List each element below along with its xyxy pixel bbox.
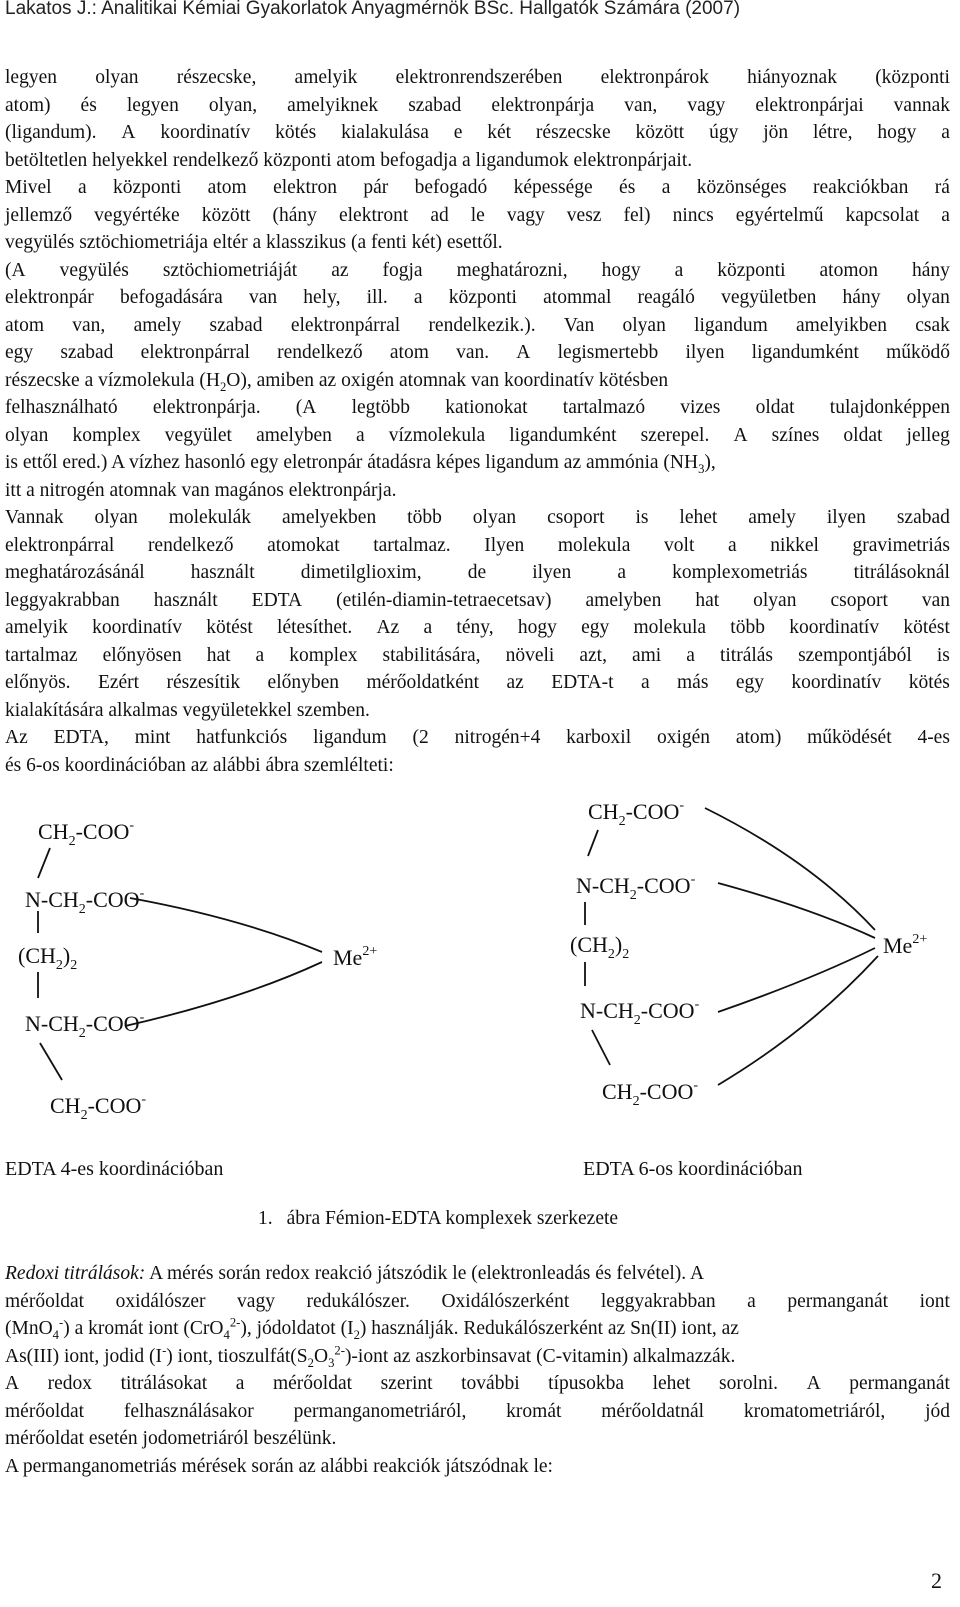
text-line: atom van, amely szabad elektronpárral rendelkezik.). Van olyan ligandum amelyikben csak bbox=[5, 314, 950, 336]
left-ethylene: $(CH_2)_2$ bbox=[18, 943, 78, 973]
bond-line bbox=[38, 848, 50, 878]
edta-4-structure bbox=[18, 818, 377, 1123]
redox-heading: Redoxi titrálások: bbox=[5, 1263, 146, 1284]
text-line: atom) és legyen olyan, amelyiknek szabad elektronpárja van, vagy elektronpárjai vannak bbox=[5, 94, 950, 116]
coordination-bond bbox=[705, 808, 875, 930]
edta-complex-diagram bbox=[0, 800, 960, 1220]
text-line: amelyik koordinatív kötést létesíthet. Az a tény, hogy egy molekula több koordinatív kötést bbox=[5, 617, 950, 638]
right-ethylene: $(CH_2)_2$ bbox=[570, 932, 630, 962]
redox-line-3: (MnO$_4$-) a kromát iont (CrO$_4^{2-}$), jódoldatot $(I_2)$ használják. Redukálószerként az Sn(II) iont, az bbox=[5, 1315, 739, 1342]
text-line: legyen olyan részecske, amelyik elektronrendszerében elektronpárok hiányoznak (központi bbox=[5, 67, 950, 88]
text-line: és 6-os koordinációban az alábbi ábra szemlélteti: bbox=[5, 754, 394, 776]
left-structure-label: EDTA 4-es koordinációban bbox=[5, 1158, 224, 1180]
page-header: Lakatos J.: Analitikai Kémiai Gyakorlatok Anyagmérnök BSc. Hallgatók Számára (2007) bbox=[5, 0, 741, 19]
coordination-bond bbox=[718, 883, 875, 938]
right-n-ch2-coo-top: $N-CH_2-COO^-$ bbox=[576, 872, 696, 903]
text-line: (A vegyülés sztöchiometriáját az fogja meghatározni, hogy a központi atomon hány bbox=[5, 259, 950, 281]
text-line: elektronpár befogadására van hely, ill. a központi atommal reagáló vegyületben hány olyan bbox=[5, 287, 950, 308]
redox-line-1: Redoxi titrálások: A mérés során redox reakció játszódik le (elektronleadás és felvétel). A bbox=[5, 1263, 705, 1284]
edta-6-structure bbox=[570, 800, 927, 1109]
text-line: elektronpárral rendelkező atomokat tartalmaz. Ilyen molekula volt a nikkel gravimetriás bbox=[5, 534, 950, 556]
text-line: meghatározásánál használt dimetilglioxim, de ilyen a komplexometriás titrálásoknál bbox=[5, 562, 950, 583]
bond-line bbox=[588, 830, 598, 856]
text-line: Vannak olyan molekulák amelyekben több olyan csoport is lehet amely ilyen szabad bbox=[5, 507, 950, 528]
text-line: betöltetlen helyekkel rendelkező központi atom befogadja a ligandumok elektronpárjait. bbox=[5, 149, 693, 171]
left-ch2-coo-top: $CH_2-COO^-$ bbox=[38, 818, 135, 849]
text-line: kialakítására alkalmas vegyületekkel szemben. bbox=[5, 699, 370, 721]
figure-number: 1. bbox=[258, 1208, 273, 1229]
left-metal-ion: $Me^{2+}$ bbox=[333, 944, 378, 970]
text-line: A permanganometriás mérések során az alábbi reakciók játszódnak le: bbox=[5, 1455, 553, 1477]
text-line: felhasználható elektronpárja. (A legtöbb kationokat tartalmazó vizes oldat tulajdonképpen bbox=[5, 397, 950, 418]
page-number: 2 bbox=[931, 1568, 942, 1593]
right-ch2-coo-bottom: $CH_2-COO^-$ bbox=[602, 1078, 699, 1109]
right-n-ch2-coo-bottom: $N-CH_2-COO^-$ bbox=[580, 997, 700, 1028]
text-line: egy szabad elektronpárral rendelkező atom van. A legismertebb ilyen ligandumként működő bbox=[5, 342, 950, 363]
right-structure-label: EDTA 6-os koordinációban bbox=[583, 1158, 803, 1180]
text-line: A redox titrálásokat a mérőoldat szerint további típusokba lehet sorolni. A permanganát bbox=[5, 1373, 950, 1394]
body-text-top bbox=[5, 64, 950, 779]
body-text-bottom bbox=[5, 1260, 950, 1480]
text-line: leggyakrabban használt EDTA (etilén-diamin-tetraecetsav) amelyben hat olyan csoport van bbox=[5, 589, 950, 611]
left-n-ch2-coo-top: $N-CH_2-COO^-$ bbox=[25, 886, 145, 917]
coordination-bond bbox=[718, 956, 878, 1085]
text-line: vegyülés sztöchiometriája eltér a klasszikus (a fenti két) esettől. bbox=[5, 232, 503, 253]
coordination-bond bbox=[125, 962, 322, 1026]
figure-caption-text: ábra Fémion-EDTA komplexek szerkezete bbox=[286, 1208, 619, 1229]
bond-line bbox=[40, 1043, 62, 1080]
right-metal-ion: $Me^{2+}$ bbox=[883, 932, 928, 958]
text-line: Mivel a központi atom elektron pár befogadó képessége és a közönséges reakciókban rá bbox=[5, 177, 950, 198]
text-line-ammonia: is ettől ered.) A vízhez hasonló egy eletronpár átadásra képes ligandum az ammónia $(NH_3)$, bbox=[5, 452, 716, 476]
coordination-bond bbox=[718, 948, 875, 1012]
text-line: Az EDTA, mint hatfunkciós ligandum (2 nitrogén+4 karboxil oxigén atom) működését 4-es bbox=[5, 727, 950, 748]
text-line-water: részecske a vízmolekula $(H_2O)$, amiben az oxigén atomnak van koordinatív kötésben bbox=[5, 369, 669, 394]
text-line: tartalmaz előnyösen hat a komplex stabilitására, növeli azt, ami a titrálás szempontjából is bbox=[5, 644, 950, 666]
text-line: (ligandum). A koordinatív kötés kialakulása e két részecske között úgy jön létre, hogy a bbox=[5, 122, 950, 143]
bond-line bbox=[592, 1030, 610, 1065]
figure-caption bbox=[258, 1208, 618, 1230]
right-ch2-coo-top: $CH_2-COO^-$ bbox=[588, 800, 685, 829]
left-n-ch2-coo-bottom: $N-CH_2-COO^-$ bbox=[25, 1010, 145, 1041]
text-line: olyan komplex vegyület amelyben a vízmolekula ligandumként szerepel. A színes oldat jelleg bbox=[5, 424, 950, 446]
text-line: mérőoldat oxidálószer vagy redukálószer. Oxidálószerként leggyakrabban a permanganát iont bbox=[5, 1290, 950, 1312]
redox-line-4: As(III) iont, jodid (I-) iont, $tioszulfát(S_2O_3^{2-})$-iont az aszkorbinsavat (C-vitamin) alkalmazzák. bbox=[5, 1343, 736, 1370]
text-line: előnyös. Ezért részesítik előnyben mérőoldatként az EDTA-t a más egy koordinatív kötés bbox=[5, 672, 950, 693]
text-line: itt a nitrogén atomnak van magános elektronpárja. bbox=[5, 479, 397, 501]
left-ch2-coo-bottom: $CH_2-COO^-$ bbox=[50, 1092, 147, 1123]
text-line: mérőoldat felhasználásakor permanganometriáról, kromát mérőoldatnál kromatometriáról, jód bbox=[5, 1400, 950, 1422]
text-line: mérőoldat esetén jodometriáról beszélünk. bbox=[5, 1428, 337, 1449]
text-line: jellemző vegyértéke között (hány elektront ad le vagy vesz fel) nincs egyértelmű kapcsolat a bbox=[5, 204, 950, 226]
coordination-bond bbox=[130, 898, 322, 952]
